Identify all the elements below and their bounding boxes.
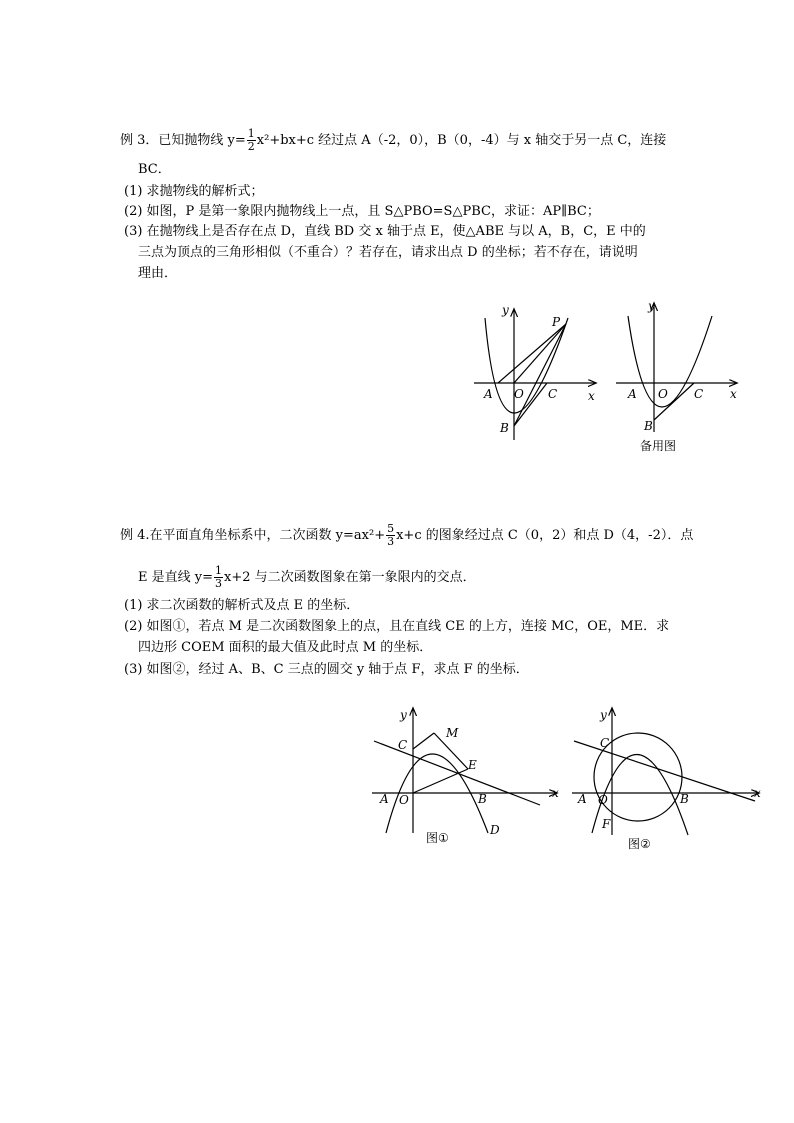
label-A: A	[484, 387, 493, 401]
label-x: x	[754, 786, 761, 800]
label-A: A	[380, 792, 389, 806]
label-M: M	[446, 726, 459, 740]
label-C: C	[548, 387, 558, 401]
ex4-frac2-num: 1	[215, 564, 222, 577]
ex4-fraction-2	[214, 565, 223, 590]
label-C: C	[694, 387, 704, 401]
label-C: C	[398, 738, 408, 752]
ex4-fraction	[386, 523, 395, 548]
label-y: y	[648, 299, 655, 313]
ex4-question-2-line2: 四边形 COEM 面积的最大值及此时点 M 的坐标．	[138, 640, 433, 655]
ex3-question-2: (2) 如图，P 是第一象限内抛物线上一点，且 S△PBO=S△PBC，求证：AP∥BC；	[124, 204, 600, 219]
label-B: B	[500, 421, 509, 435]
label-y: y	[600, 708, 607, 722]
ex3-frac-num: 1	[247, 127, 255, 140]
ex4-line2-a: E 是直线 y=	[138, 570, 213, 585]
ex4-question-1: (1) 求二次函数的解析式及点 E 的坐标．	[124, 598, 360, 613]
ex3-fraction	[247, 128, 256, 153]
ex4-frac-num: 5	[387, 522, 395, 535]
ex3-figure-spare	[614, 298, 754, 458]
ex3-line1	[120, 128, 666, 153]
caption-figure-1: 图①	[426, 831, 449, 845]
label-O: O	[598, 793, 608, 807]
label-A: A	[578, 792, 587, 806]
ex4-figure-1	[368, 705, 568, 855]
label-B: B	[680, 792, 689, 806]
segment-OE	[413, 769, 468, 793]
label-x: x	[588, 389, 595, 403]
ex4-figure-2	[570, 705, 770, 865]
label-O: O	[514, 387, 524, 401]
label-F: F	[602, 817, 611, 831]
ex4-question-2-line1: (2) 如图①，若点 M 是二次函数图象上的点，且在直线 CE 的上方，连接 MC，OE，ME．求	[124, 619, 670, 634]
label-y: y	[400, 708, 407, 722]
ex3-line1-a: 例 3．已知抛物线 y=	[120, 133, 246, 148]
label-P: P	[552, 315, 561, 329]
ex3-frac-den: 2	[247, 140, 255, 153]
ex3-question-1: (1) 求抛物线的解析式；	[124, 184, 264, 199]
ex3-figure-main	[470, 298, 610, 448]
ex4-line2-b: x+2 与二次函数图象在第一象限内的交点．	[224, 570, 476, 585]
label-B: B	[644, 419, 653, 433]
label-y: y	[502, 303, 509, 317]
label-x: x	[552, 786, 559, 800]
ex3-line1-b: x²+bx+c 经过点 A（-2，0），B（0，-4）与 x 轴交于另一点 C，连接	[256, 133, 667, 148]
ex4-question-3: (3) 如图②，经过 A、B、C 三点的圆交 y 轴于点 F，求点 F 的坐标．	[124, 662, 529, 677]
ex3-question-3-line1: (3) 在抛物线上是否存在点 D，直线 BD 交 x 轴于点 E，使△ABE 与以 A，B，C，E 中的	[124, 224, 646, 239]
ex4-line1-a: 例 4.在平面直角坐标系中，二次函数 y=ax²+	[120, 528, 386, 543]
label-O: O	[399, 793, 409, 807]
label-C: C	[600, 736, 610, 750]
segment-CM	[413, 733, 434, 749]
ex4-frac-den: 3	[387, 535, 395, 548]
label-O: O	[658, 387, 668, 401]
ex4-line2	[138, 565, 476, 590]
ex3-question-3-line3: 理由．	[138, 266, 178, 281]
ex3-question-3-line2: 三点为顶点的三角形相似（不重合）？若存在，请求出点 D 的坐标；若不存在，请说明	[138, 245, 638, 260]
caption-spare-figure: 备用图	[640, 439, 677, 453]
caption-figure-2: 图②	[628, 837, 651, 851]
ex4-line1-b: x+c 的图象经过点 C（0，2）和点 D（4，-2）．点	[396, 528, 694, 543]
segment-AP	[498, 324, 566, 383]
line-CE	[574, 741, 755, 801]
ex3-line2: BC．	[138, 162, 171, 177]
label-E: E	[468, 758, 477, 772]
label-D: D	[490, 823, 500, 837]
label-A: A	[628, 387, 637, 401]
ex4-frac2-den: 3	[215, 577, 222, 590]
label-x: x	[730, 387, 737, 401]
ex4-line1	[120, 523, 693, 548]
label-B: B	[478, 792, 487, 806]
